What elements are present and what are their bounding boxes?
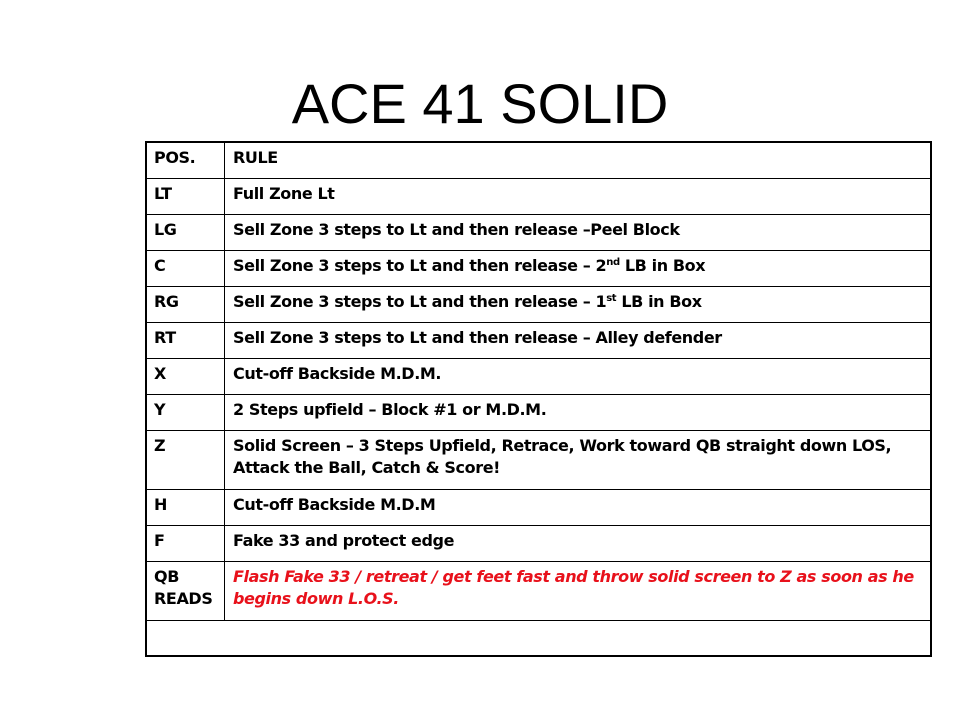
pos-cell: F bbox=[147, 526, 225, 562]
rule-cell bbox=[225, 323, 932, 359]
pos-cell: RT bbox=[147, 323, 225, 359]
rule-sup: nd bbox=[606, 257, 620, 268]
rule-cell bbox=[225, 287, 932, 323]
table-row bbox=[147, 526, 932, 562]
header-pos: POS. bbox=[147, 143, 225, 179]
rule-cell bbox=[225, 490, 932, 526]
pos-cell: RG bbox=[147, 287, 225, 323]
pos-cell: LT bbox=[147, 179, 225, 215]
rule-text: Cut-off Backside M.D.M bbox=[233, 495, 436, 514]
table-row bbox=[147, 359, 932, 395]
table-row bbox=[147, 323, 932, 359]
rule-cell bbox=[225, 395, 932, 431]
table-row bbox=[147, 287, 932, 323]
slide-title: ACE 41 SOLID bbox=[291, 72, 669, 135]
pos-cell: Z bbox=[147, 431, 225, 490]
rule-cell bbox=[225, 179, 932, 215]
table-row bbox=[147, 431, 932, 490]
rule-text: Sell Zone 3 steps to Lt and then release – 2 bbox=[233, 256, 607, 275]
rule-cell bbox=[225, 526, 932, 562]
table-row bbox=[147, 179, 932, 215]
pos-cell: LG bbox=[147, 215, 225, 251]
rule-text: Fake 33 and protect edge bbox=[233, 531, 455, 550]
pos-cell: C bbox=[147, 251, 225, 287]
rule-cell bbox=[225, 431, 932, 490]
table-row bbox=[147, 395, 932, 431]
rule-text-after: LB in Box bbox=[616, 292, 702, 311]
header-rule: RULE bbox=[225, 143, 932, 179]
table-row bbox=[147, 215, 932, 251]
pos-cell: H bbox=[147, 490, 225, 526]
rule-text: Full Zone Lt bbox=[233, 184, 335, 203]
pos-cell: Y bbox=[147, 395, 225, 431]
rules-table bbox=[146, 142, 932, 621]
table-row bbox=[147, 490, 932, 526]
rule-text: Solid Screen – 3 Steps Upfield, Retrace, Work toward QB straight down LOS, Attack the Ball, Catch & Score! bbox=[233, 436, 892, 477]
table-row bbox=[147, 251, 932, 287]
rule-text: 2 Steps upfield – Block #1 or M.D.M. bbox=[233, 400, 547, 419]
rule-text: Cut-off Backside M.D.M. bbox=[233, 364, 442, 383]
rule-text: Sell Zone 3 steps to Lt and then release –Peel Block bbox=[233, 220, 680, 239]
rule-cell bbox=[225, 562, 932, 621]
table-row-qb-reads bbox=[147, 562, 932, 621]
rule-text-after: LB in Box bbox=[619, 256, 706, 275]
rule-text: Sell Zone 3 steps to Lt and then release – Alley defender bbox=[233, 328, 722, 347]
pos-cell: X bbox=[147, 359, 225, 395]
rule-cell bbox=[225, 359, 932, 395]
rule-text: Sell Zone 3 steps to Lt and then release – 1 bbox=[233, 292, 607, 311]
rule-cell bbox=[225, 251, 932, 287]
pos-cell: QB READS bbox=[147, 562, 225, 621]
rule-text: Flash Fake 33 / retreat / get feet fast and throw solid screen to Z as soon as he begins down L.O.S. bbox=[233, 567, 914, 608]
rule-sup: st bbox=[606, 293, 617, 304]
rule-cell bbox=[225, 215, 932, 251]
table-header-row bbox=[147, 143, 932, 179]
